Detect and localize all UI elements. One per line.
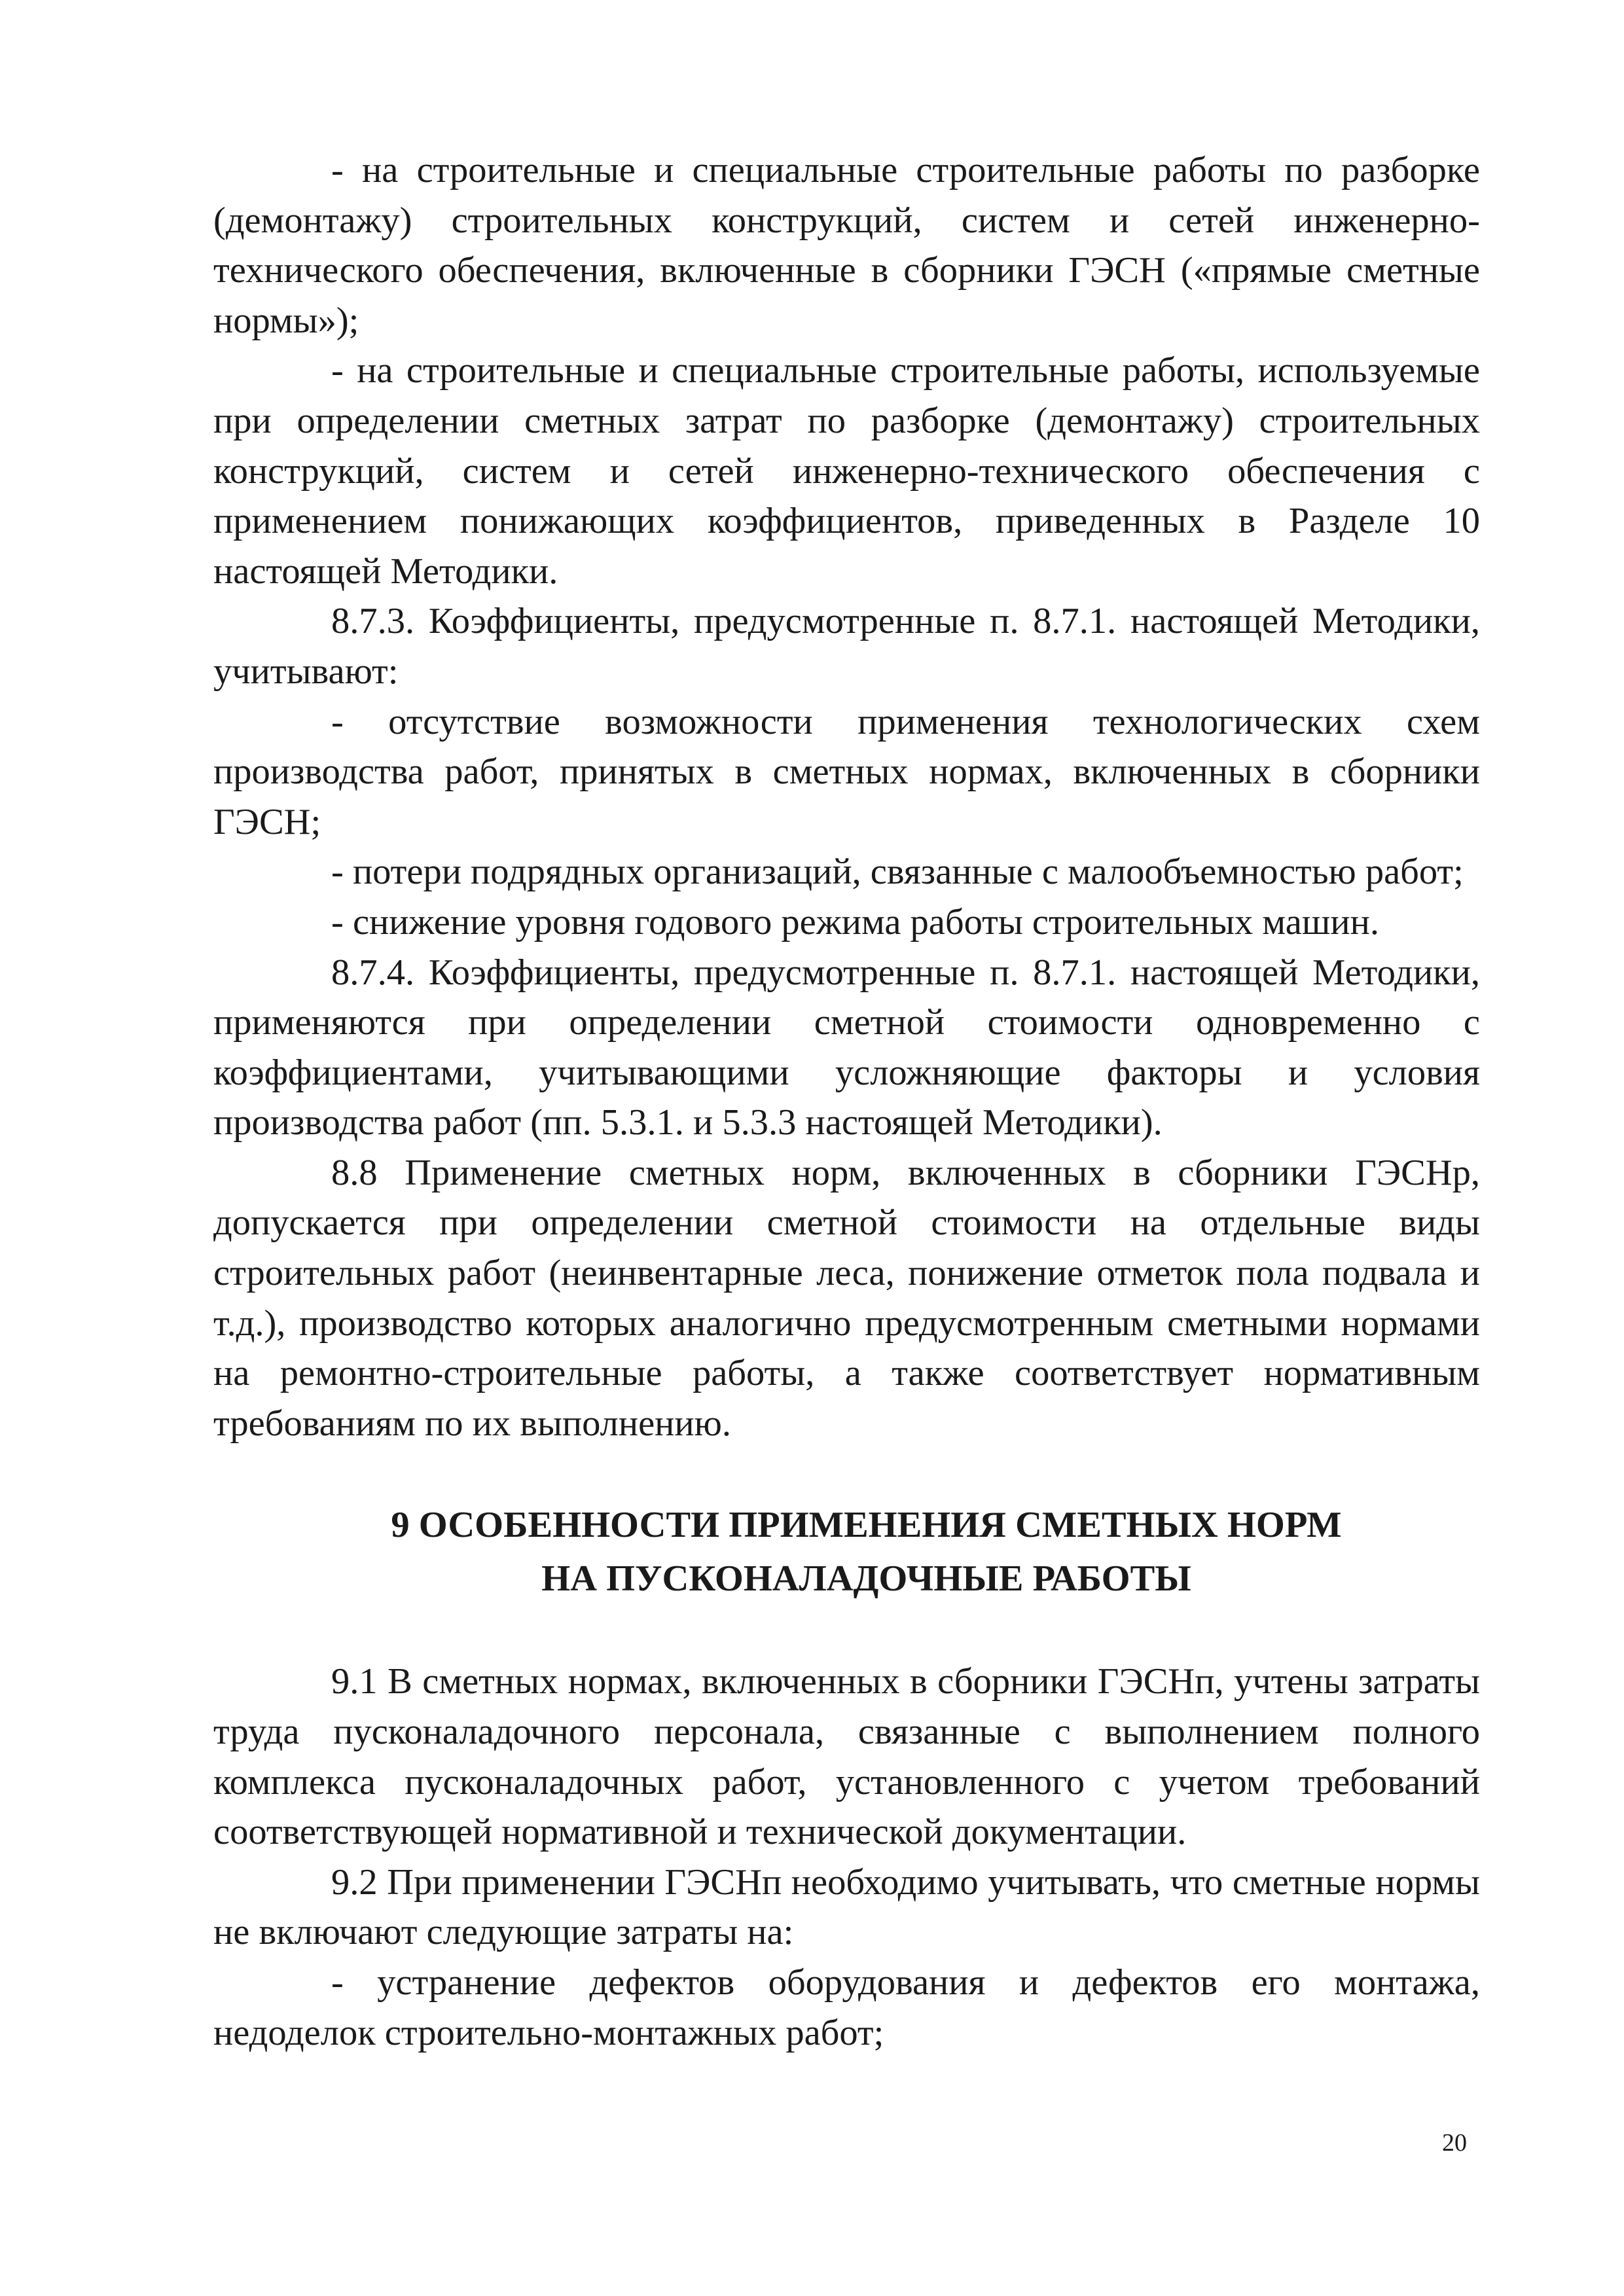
paragraph-8-8: 8.8 Применение сметных норм, включенных в сборники ГЭСНр, допускается при определении сметной стоимости на отдельные виды строительных работ (неинвентарные леса, понижение отметок пола подвала и т.д.), производство которых аналогично предусмотренным сметными нормами на ремонтно-строительные работы, а также соответствует нормативным требованиям по их выполнению. bbox=[213, 1152, 1480, 1444]
paragraph-demolition-direct-norms: - на строительные и специальные строительные работы по разборке (демонтажу) строительных конструкций, систем и сетей инженерно-технического обеспечения, включенные в сборники ГЭСН («прямые сметные нормы»); bbox=[213, 150, 1480, 341]
section-heading-line-1: 9 ОСОБЕННОСТИ ПРИМЕНЕНИЯ СМЕТНЫХ НОРМ bbox=[391, 1505, 1342, 1546]
page-number: 20 bbox=[1442, 2129, 1467, 2157]
section-heading bbox=[213, 1498, 1480, 1605]
paragraph-defects-elimination: - устранение дефектов оборудования и дефектов его монтажа, недоделок строительно-монтажных работ; bbox=[213, 1962, 1480, 2053]
paragraph-8-7-3: 8.7.3. Коэффициенты, предусмотренные п. 8.7.1. настоящей Методики, учитывают: bbox=[213, 601, 1480, 692]
paragraph-contractor-losses: - потери подрядных организаций, связанные с малообъемностью работ; bbox=[331, 852, 1464, 893]
paragraph-8-7-4: 8.7.4. Коэффициенты, предусмотренные п. 8.7.1. настоящей Методики, применяются при определении сметной стоимости одновременно с коэффициентами, учитывающими усложняющие факторы и условия производства работ (пп. 5.3.1. и 5.3.3 настоящей Методики). bbox=[213, 952, 1480, 1143]
paragraph-demolition-reduced-coefficients: - на строительные и специальные строительные работы, используемые при определении сметных затрат по разборке (демонтажу) строительных конструкций, систем и сетей инженерно-технического обеспечения с применением понижающих коэффициентов, приведенных в Разделе 10 настоящей Методики. bbox=[213, 350, 1480, 592]
section-heading-line-2: НА ПУСКОНАЛАДОЧНЫЕ РАБОТЫ bbox=[541, 1558, 1191, 1600]
paragraph-machine-operation-reduction: - снижение уровня годового режима работы строительных машин. bbox=[331, 901, 1379, 942]
paragraph-no-technological-schemes: - отсутствие возможности применения технологических схем производства работ, принятых в сметных нормах, включенных в сборники ГЭСН; bbox=[213, 701, 1480, 842]
page-content bbox=[213, 145, 1480, 2058]
paragraph-9-1: 9.1 В сметных нормах, включенных в сборники ГЭСНп, учтены затраты труда пусконаладочного персонала, связанные с выполнением полного комплекса пусконаладочных работ, установленного с учетом требований соответствующей нормативной и технической документации. bbox=[213, 1661, 1480, 1853]
paragraph-9-2: 9.2 При применении ГЭСНп необходимо учитывать, что сметные нормы не включают следующие затраты на: bbox=[213, 1861, 1480, 1953]
